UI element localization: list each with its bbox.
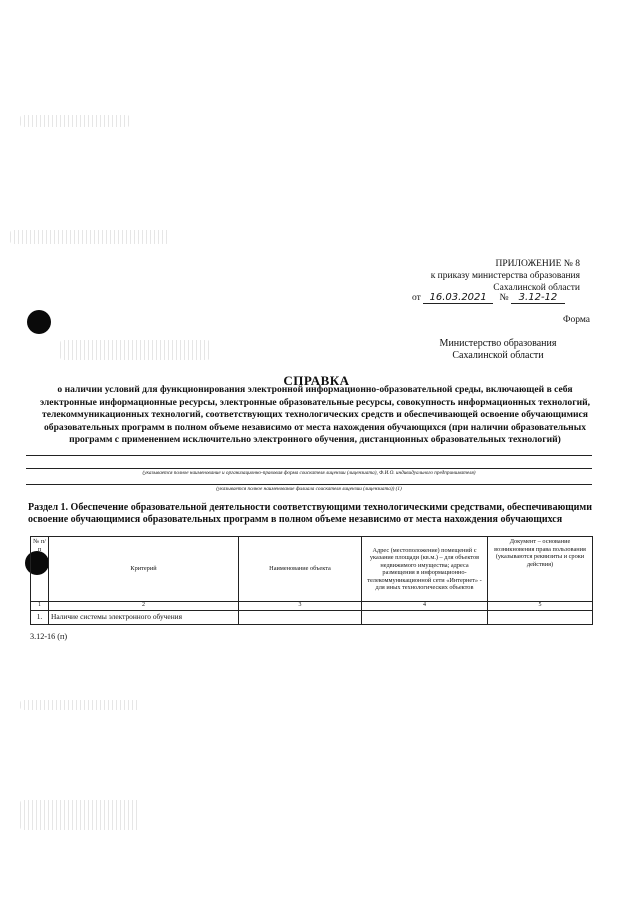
applicant-name-line-2 [26,468,592,469]
appendix-block [340,258,580,294]
row-document [488,610,593,624]
document-title: СПРАВКА [283,373,350,388]
header-criterion: Критерий [49,537,239,602]
applicant-name-line-1 [26,455,592,456]
col-number-3: 3 [239,602,362,611]
date-prefix: от [412,293,421,303]
applicant-caption: (указывается полное наименование и организационно-правовая форма соискателя лицензии (лицензиата), Ф.И.О. индивидуального предпринимателя) [142,470,476,476]
row-number: 1. [31,610,49,624]
scan-noise [20,700,140,710]
col-number-2: 2 [49,602,239,611]
col-number-4: 4 [362,602,488,611]
scan-noise [20,800,140,830]
document-subtitle: о наличии условий для функционирования электронной информационно-образовательной среды, включающей в себя электронные информационные ресурсы, электронные образовательные ресурсы, совокупность информационных технологий, телекоммуникационных технологий, соответствующих технологических средств и обеспечивающей освоение обучающимися образовательных программ в полном объеме независимо от места нахождения обучающихся (при наличии образовательных программ с применением исключительно электронного обучения, дистанционных образовательных технологий) [39,384,591,445]
number-value: 3.12-12 [511,292,565,304]
branch-name-line [26,484,592,485]
table-row [31,610,593,624]
branch-caption: (указывается полное наименование филиала соискателя лицензии (лицензиата)) (1) [216,486,402,492]
table-header-row [31,537,593,602]
col-number-5: 5 [488,602,593,611]
punch-hole-top [27,310,51,334]
date-value: 16.03.2021 [423,292,493,304]
scan-noise [60,340,210,360]
col-number-1: 1 [31,602,49,611]
recipient-line-1: Министерство образования [439,338,557,349]
header-object-name: Наименование объекта [239,537,362,602]
scan-noise [20,115,130,127]
appendix-date-line [412,292,582,304]
appendix-region-line: Сахалинской области [493,283,580,293]
page-footer-code: 3.12-16 (п) [30,632,68,641]
header-number: № п/п [31,537,49,602]
equipment-table [30,536,593,625]
recipient-line-2: Сахалинской области [452,350,544,361]
recipient-block [410,338,586,362]
form-label: Форма [562,315,590,325]
appendix-order-line: к приказу министерства образования [430,271,580,281]
scan-noise [10,230,170,244]
section-1-heading: Раздел 1. Обеспечение образовательной деятельности соответствующими технологическими средствами, обеспечивающими освоение обучающимися образовательных программ в полном объеме независимо от места нахождения обучающихся [28,502,592,525]
row-criterion: Наличие системы электронного обучения [49,610,239,624]
row-object-name [239,610,362,624]
table-number-row [31,602,593,611]
appendix-label: ПРИЛОЖЕНИЕ № 8 [495,259,580,269]
header-document: Документ – основание возникновения права пользования (указываются реквизиты и сроки действия) [488,537,593,602]
row-address [362,610,488,624]
number-prefix: № [499,293,509,303]
header-address: Адрес (местоположение) помещений с указание площади (кв.м.) – для объектов недвижимого имущества; адреса размещения в информационно-телекоммуникационной сети «Интернет» - для иных технологических объектов [362,537,488,602]
